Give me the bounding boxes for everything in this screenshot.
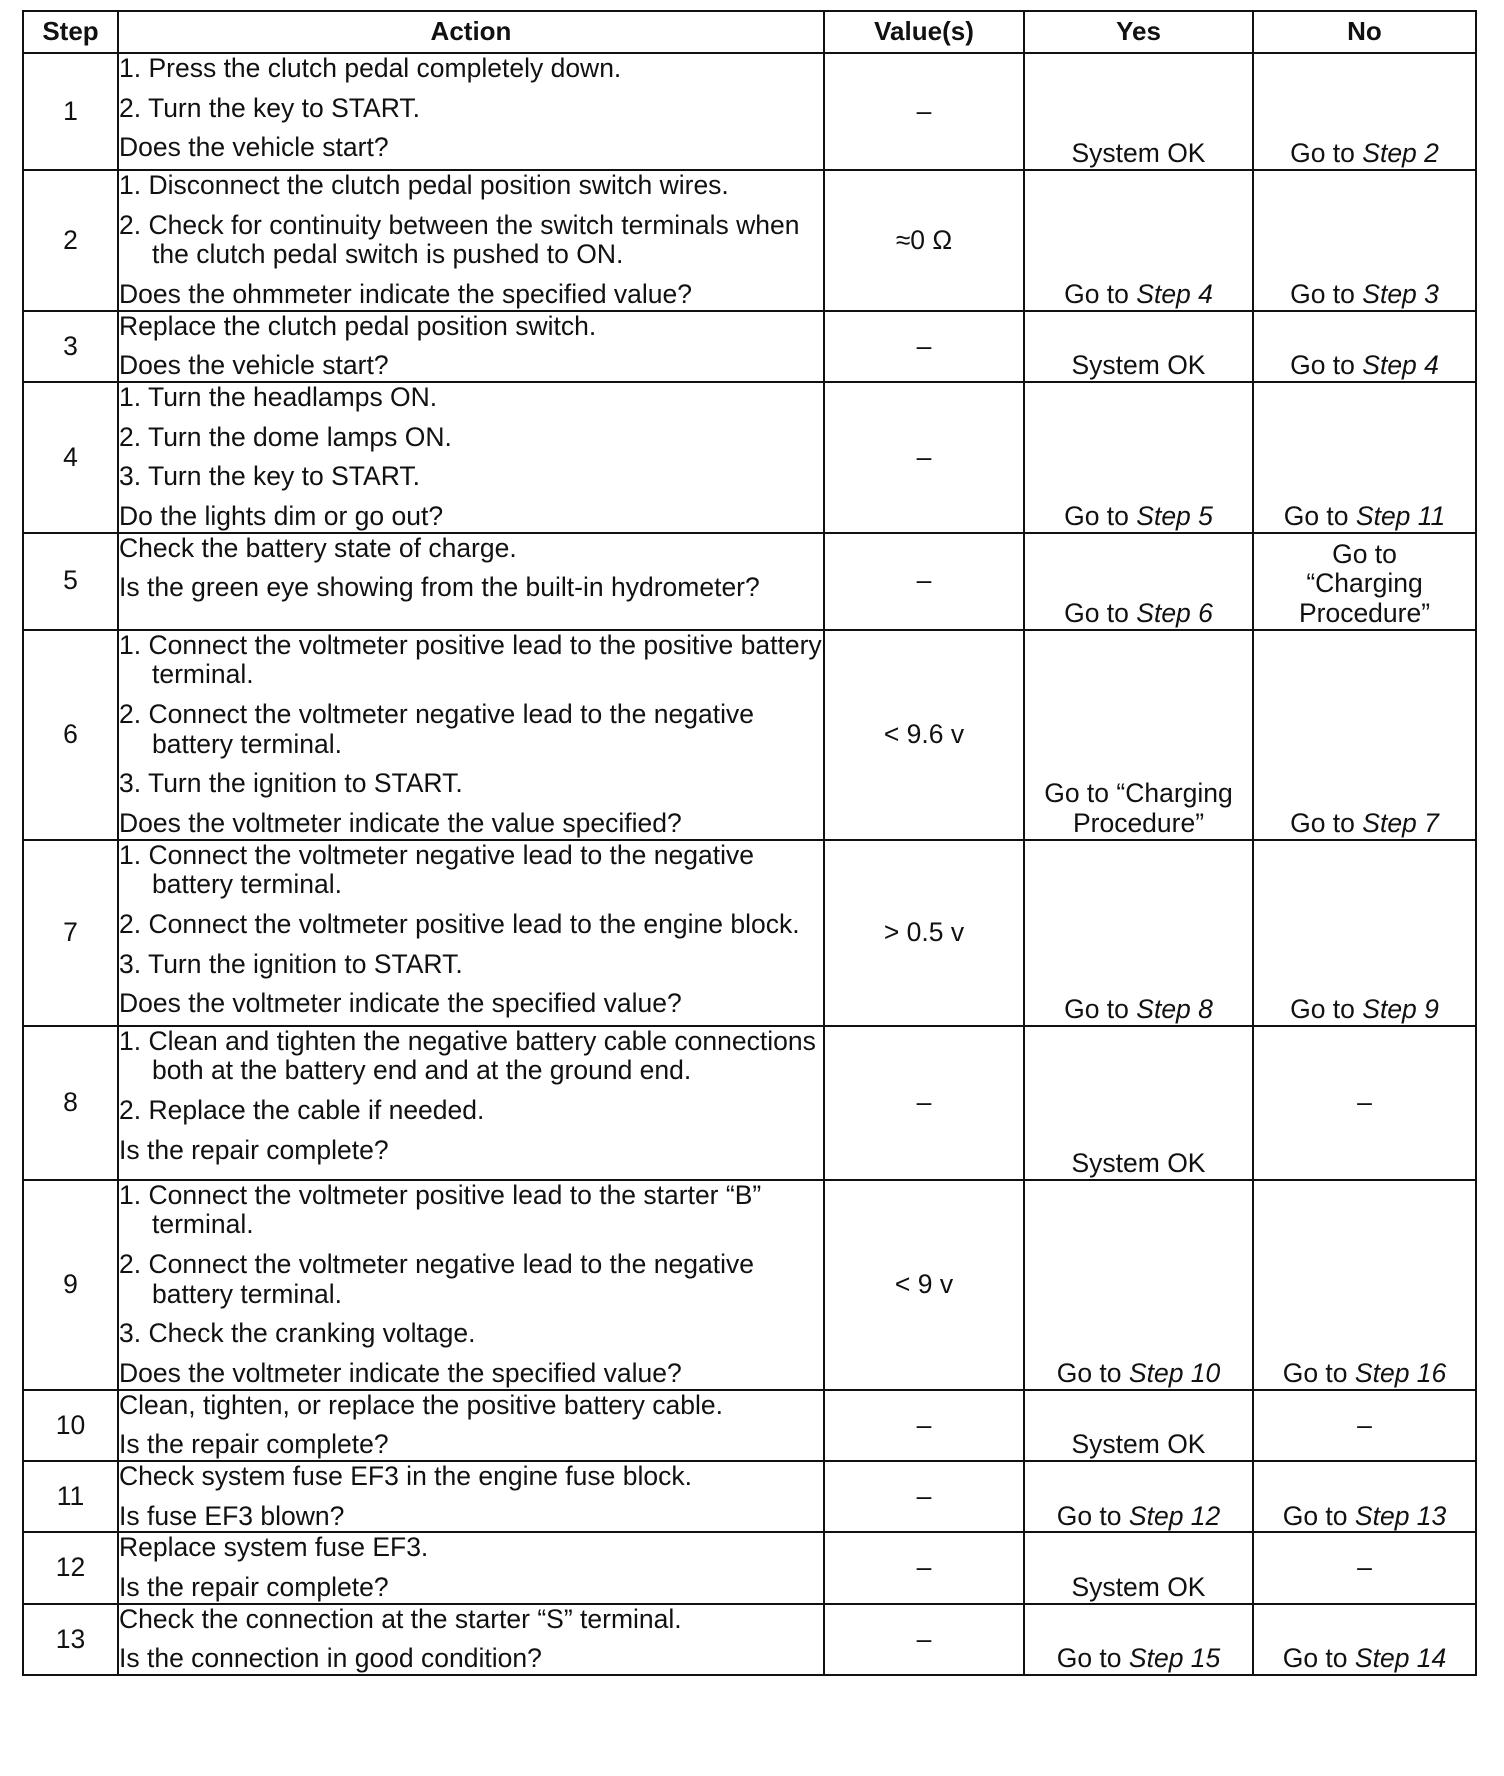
action-step: 1. Disconnect the clutch pedal position switch wires.	[119, 170, 729, 200]
action-step: 3. Turn the key to START.	[119, 461, 420, 492]
action-question: Do the lights dim or go out?	[119, 501, 444, 532]
value-cell: –	[824, 1604, 1024, 1675]
action-cell	[118, 53, 824, 170]
no-cell	[1253, 840, 1476, 1026]
value-cell: –	[824, 1026, 1024, 1180]
value-cell: –	[824, 1390, 1024, 1461]
no-cell	[1253, 53, 1476, 170]
step-link: Step 16	[1354, 1358, 1447, 1389]
action-step: 3. Turn the ignition to START.	[119, 948, 463, 979]
no-cell	[1253, 533, 1476, 630]
step-link: Step 12	[1128, 1500, 1221, 1531]
go-to-text: Go to	[1064, 279, 1129, 310]
no-text: Procedure”	[1298, 598, 1431, 629]
step-link: Step 4	[1362, 350, 1439, 381]
step-number: 12	[23, 1532, 118, 1603]
step-link: Step 4	[1136, 279, 1213, 310]
go-to-text: Go to	[1290, 138, 1355, 169]
action-question: Check system fuse EF3 in the engine fuse block.	[119, 1461, 692, 1492]
value-cell: –	[824, 311, 1024, 382]
yes-cell	[1024, 1532, 1253, 1603]
action-cell	[118, 1604, 824, 1675]
action-step: 1. Connect the voltmeter negative lead to the negative battery terminal.	[119, 839, 754, 900]
action-step: 2. Check for continuity between the switch terminals when the clutch pedal switch is pushed to ON.	[119, 209, 800, 270]
no-cell	[1253, 1532, 1476, 1603]
action-question: Does the voltmeter indicate the specified value?	[119, 1358, 682, 1389]
table-row	[23, 533, 1476, 630]
step-link: Step 14	[1354, 1643, 1447, 1674]
action-question: Is the connection in good condition?	[119, 1643, 542, 1674]
table-row	[23, 840, 1476, 1026]
diagnostic-table	[22, 10, 1477, 1676]
value-cell: –	[824, 1461, 1024, 1532]
table-row	[23, 1532, 1476, 1603]
table-row	[23, 1461, 1476, 1532]
step-link: Step 6	[1136, 598, 1213, 629]
action-question: Is the repair complete?	[119, 1134, 389, 1165]
header-row	[23, 11, 1476, 53]
yes-text: System OK	[1071, 138, 1206, 169]
step-link: Step 3	[1362, 279, 1439, 310]
table-row	[23, 170, 1476, 311]
action-question: Does the voltmeter indicate the specified value?	[119, 988, 682, 1019]
yes-cell	[1024, 53, 1253, 170]
action-step: 2. Connect the voltmeter negative lead to the negative battery terminal.	[119, 699, 754, 759]
no-cell	[1253, 311, 1476, 382]
action-question: Is the repair complete?	[119, 1429, 389, 1460]
step-number: 7	[23, 840, 118, 1026]
action-cell	[118, 1390, 824, 1461]
yes-cell	[1024, 533, 1253, 630]
action-step: 3. Check the cranking voltage.	[119, 1318, 476, 1349]
go-to-text: Go to	[1056, 1358, 1122, 1389]
go-to-text: Go to	[1056, 1500, 1122, 1531]
table-row	[23, 1026, 1476, 1180]
yes-cell	[1024, 170, 1253, 311]
yes-cell	[1024, 1461, 1253, 1532]
table-body	[23, 53, 1476, 1675]
no-text: –	[1357, 1409, 1372, 1440]
action-cell	[118, 170, 824, 311]
no-text: Go to	[1332, 538, 1397, 569]
step-link: Step 2	[1362, 138, 1439, 169]
yes-cell	[1024, 1604, 1253, 1675]
step-number: 2	[23, 170, 118, 311]
step-link: Step 10	[1128, 1358, 1221, 1389]
go-to-text: Go to	[1290, 808, 1355, 839]
action-question: Does the voltmeter indicate the value specified?	[119, 808, 682, 839]
header-no: No	[1253, 11, 1476, 53]
action-step: 2. Replace the cable if needed.	[119, 1095, 485, 1126]
action-cell	[118, 1532, 824, 1603]
go-to-text: Go to	[1290, 994, 1355, 1025]
value-cell: < 9 v	[824, 1180, 1024, 1390]
action-cell	[118, 311, 824, 382]
action-question: Check the connection at the starter “S” terminal.	[119, 1603, 682, 1634]
action-question: Is fuse EF3 blown?	[119, 1500, 345, 1531]
value-cell: –	[824, 53, 1024, 170]
value-cell: –	[824, 382, 1024, 533]
no-text: –	[1357, 1552, 1372, 1583]
yes-cell	[1024, 382, 1253, 533]
action-step: 2. Connect the voltmeter negative lead to the negative battery terminal.	[119, 1249, 754, 1309]
yes-text: Go to “Charging	[1044, 778, 1233, 809]
yes-cell	[1024, 311, 1253, 382]
go-to-text: Go to	[1064, 501, 1129, 532]
go-to-text: Go to	[1282, 1358, 1348, 1389]
step-number: 11	[23, 1461, 118, 1532]
go-to-text: Go to	[1056, 1643, 1122, 1674]
value-cell: > 0.5 v	[824, 840, 1024, 1026]
action-step: 1. Press the clutch pedal completely down.	[119, 53, 622, 83]
action-cell	[118, 382, 824, 533]
go-to-text: Go to	[1290, 350, 1355, 381]
no-text: “Charging	[1306, 568, 1423, 599]
value-cell: < 9.6 v	[824, 630, 1024, 840]
step-number: 1	[23, 53, 118, 170]
action-step: 2. Connect the voltmeter positive lead to the engine block.	[119, 909, 800, 940]
step-number: 6	[23, 630, 118, 840]
action-question: Does the ohmmeter indicate the specified value?	[119, 279, 693, 310]
action-cell	[118, 630, 824, 840]
table-row	[23, 1390, 1476, 1461]
action-step: 1. Connect the voltmeter positive lead to the positive battery terminal.	[119, 629, 822, 690]
yes-text: System OK	[1071, 350, 1206, 381]
table-row	[23, 1604, 1476, 1675]
yes-cell	[1024, 1390, 1253, 1461]
step-number: 13	[23, 1604, 118, 1675]
action-step: 1. Turn the headlamps ON.	[119, 382, 438, 413]
yes-text: Procedure”	[1072, 808, 1205, 839]
yes-cell	[1024, 840, 1253, 1026]
no-cell	[1253, 1390, 1476, 1461]
step-number: 8	[23, 1026, 118, 1180]
no-cell	[1253, 630, 1476, 840]
go-to-text: Go to	[1290, 279, 1355, 310]
action-step: 1. Clean and tighten the negative battery cable connections both at the battery end and at the ground end.	[119, 1025, 816, 1086]
table-row	[23, 311, 1476, 382]
action-question: Does the vehicle start?	[119, 350, 389, 381]
yes-cell	[1024, 1180, 1253, 1390]
table-row	[23, 382, 1476, 533]
no-cell	[1253, 1180, 1476, 1390]
table-row	[23, 1180, 1476, 1390]
action-cell	[118, 1180, 824, 1390]
go-to-text: Go to	[1282, 1500, 1348, 1531]
action-cell	[118, 840, 824, 1026]
action-cell	[118, 533, 824, 630]
value-cell: –	[824, 1532, 1024, 1603]
yes-cell	[1024, 1026, 1253, 1180]
no-text: –	[1357, 1086, 1372, 1117]
table-row	[23, 630, 1476, 840]
step-link: Step 7	[1362, 808, 1439, 839]
go-to-text: Go to	[1064, 598, 1129, 629]
step-link: Step 5	[1136, 501, 1213, 532]
step-number: 4	[23, 382, 118, 533]
header-values: Value(s)	[824, 11, 1024, 53]
no-cell	[1253, 1026, 1476, 1180]
action-step: 2. Turn the key to START.	[119, 92, 420, 123]
action-step: 3. Turn the ignition to START.	[119, 768, 463, 799]
no-cell	[1253, 1461, 1476, 1532]
action-question: Is the repair complete?	[119, 1572, 389, 1603]
step-number: 9	[23, 1180, 118, 1390]
step-link: Step 15	[1128, 1643, 1221, 1674]
step-number: 3	[23, 311, 118, 382]
yes-cell	[1024, 630, 1253, 840]
yes-text: System OK	[1071, 1429, 1206, 1460]
step-link: Step 13	[1354, 1500, 1447, 1531]
yes-text: System OK	[1071, 1572, 1206, 1603]
step-link: Step 8	[1136, 994, 1213, 1025]
no-cell	[1253, 170, 1476, 311]
header-yes: Yes	[1024, 11, 1253, 53]
value-cell: –	[824, 533, 1024, 630]
header-action: Action	[118, 11, 824, 53]
step-link: Step 9	[1362, 994, 1439, 1025]
go-to-text: Go to	[1064, 994, 1129, 1025]
action-question: Does the vehicle start?	[119, 132, 389, 163]
table-row	[23, 53, 1476, 170]
yes-text: System OK	[1071, 1148, 1206, 1179]
action-cell	[118, 1026, 824, 1180]
action-question: Replace the clutch pedal position switch.	[119, 310, 597, 341]
action-question: Replace system fuse EF3.	[119, 1532, 429, 1563]
go-to-text: Go to	[1283, 501, 1349, 532]
action-question: Is the green eye showing from the built-in hydrometer?	[119, 572, 760, 603]
action-cell	[118, 1461, 824, 1532]
value-cell: ≈0 Ω	[824, 170, 1024, 311]
action-question: Clean, tighten, or replace the positive battery cable.	[119, 1389, 723, 1420]
action-step: 1. Connect the voltmeter positive lead to the starter “B” terminal.	[119, 1179, 762, 1240]
no-cell	[1253, 382, 1476, 533]
step-link: Step 11	[1355, 501, 1446, 532]
step-number: 10	[23, 1390, 118, 1461]
go-to-text: Go to	[1282, 1643, 1348, 1674]
header-step: Step	[23, 11, 118, 53]
step-number: 5	[23, 533, 118, 630]
action-question: Check the battery state of charge.	[119, 532, 517, 563]
action-step: 2. Turn the dome lamps ON.	[119, 421, 452, 452]
no-cell	[1253, 1604, 1476, 1675]
